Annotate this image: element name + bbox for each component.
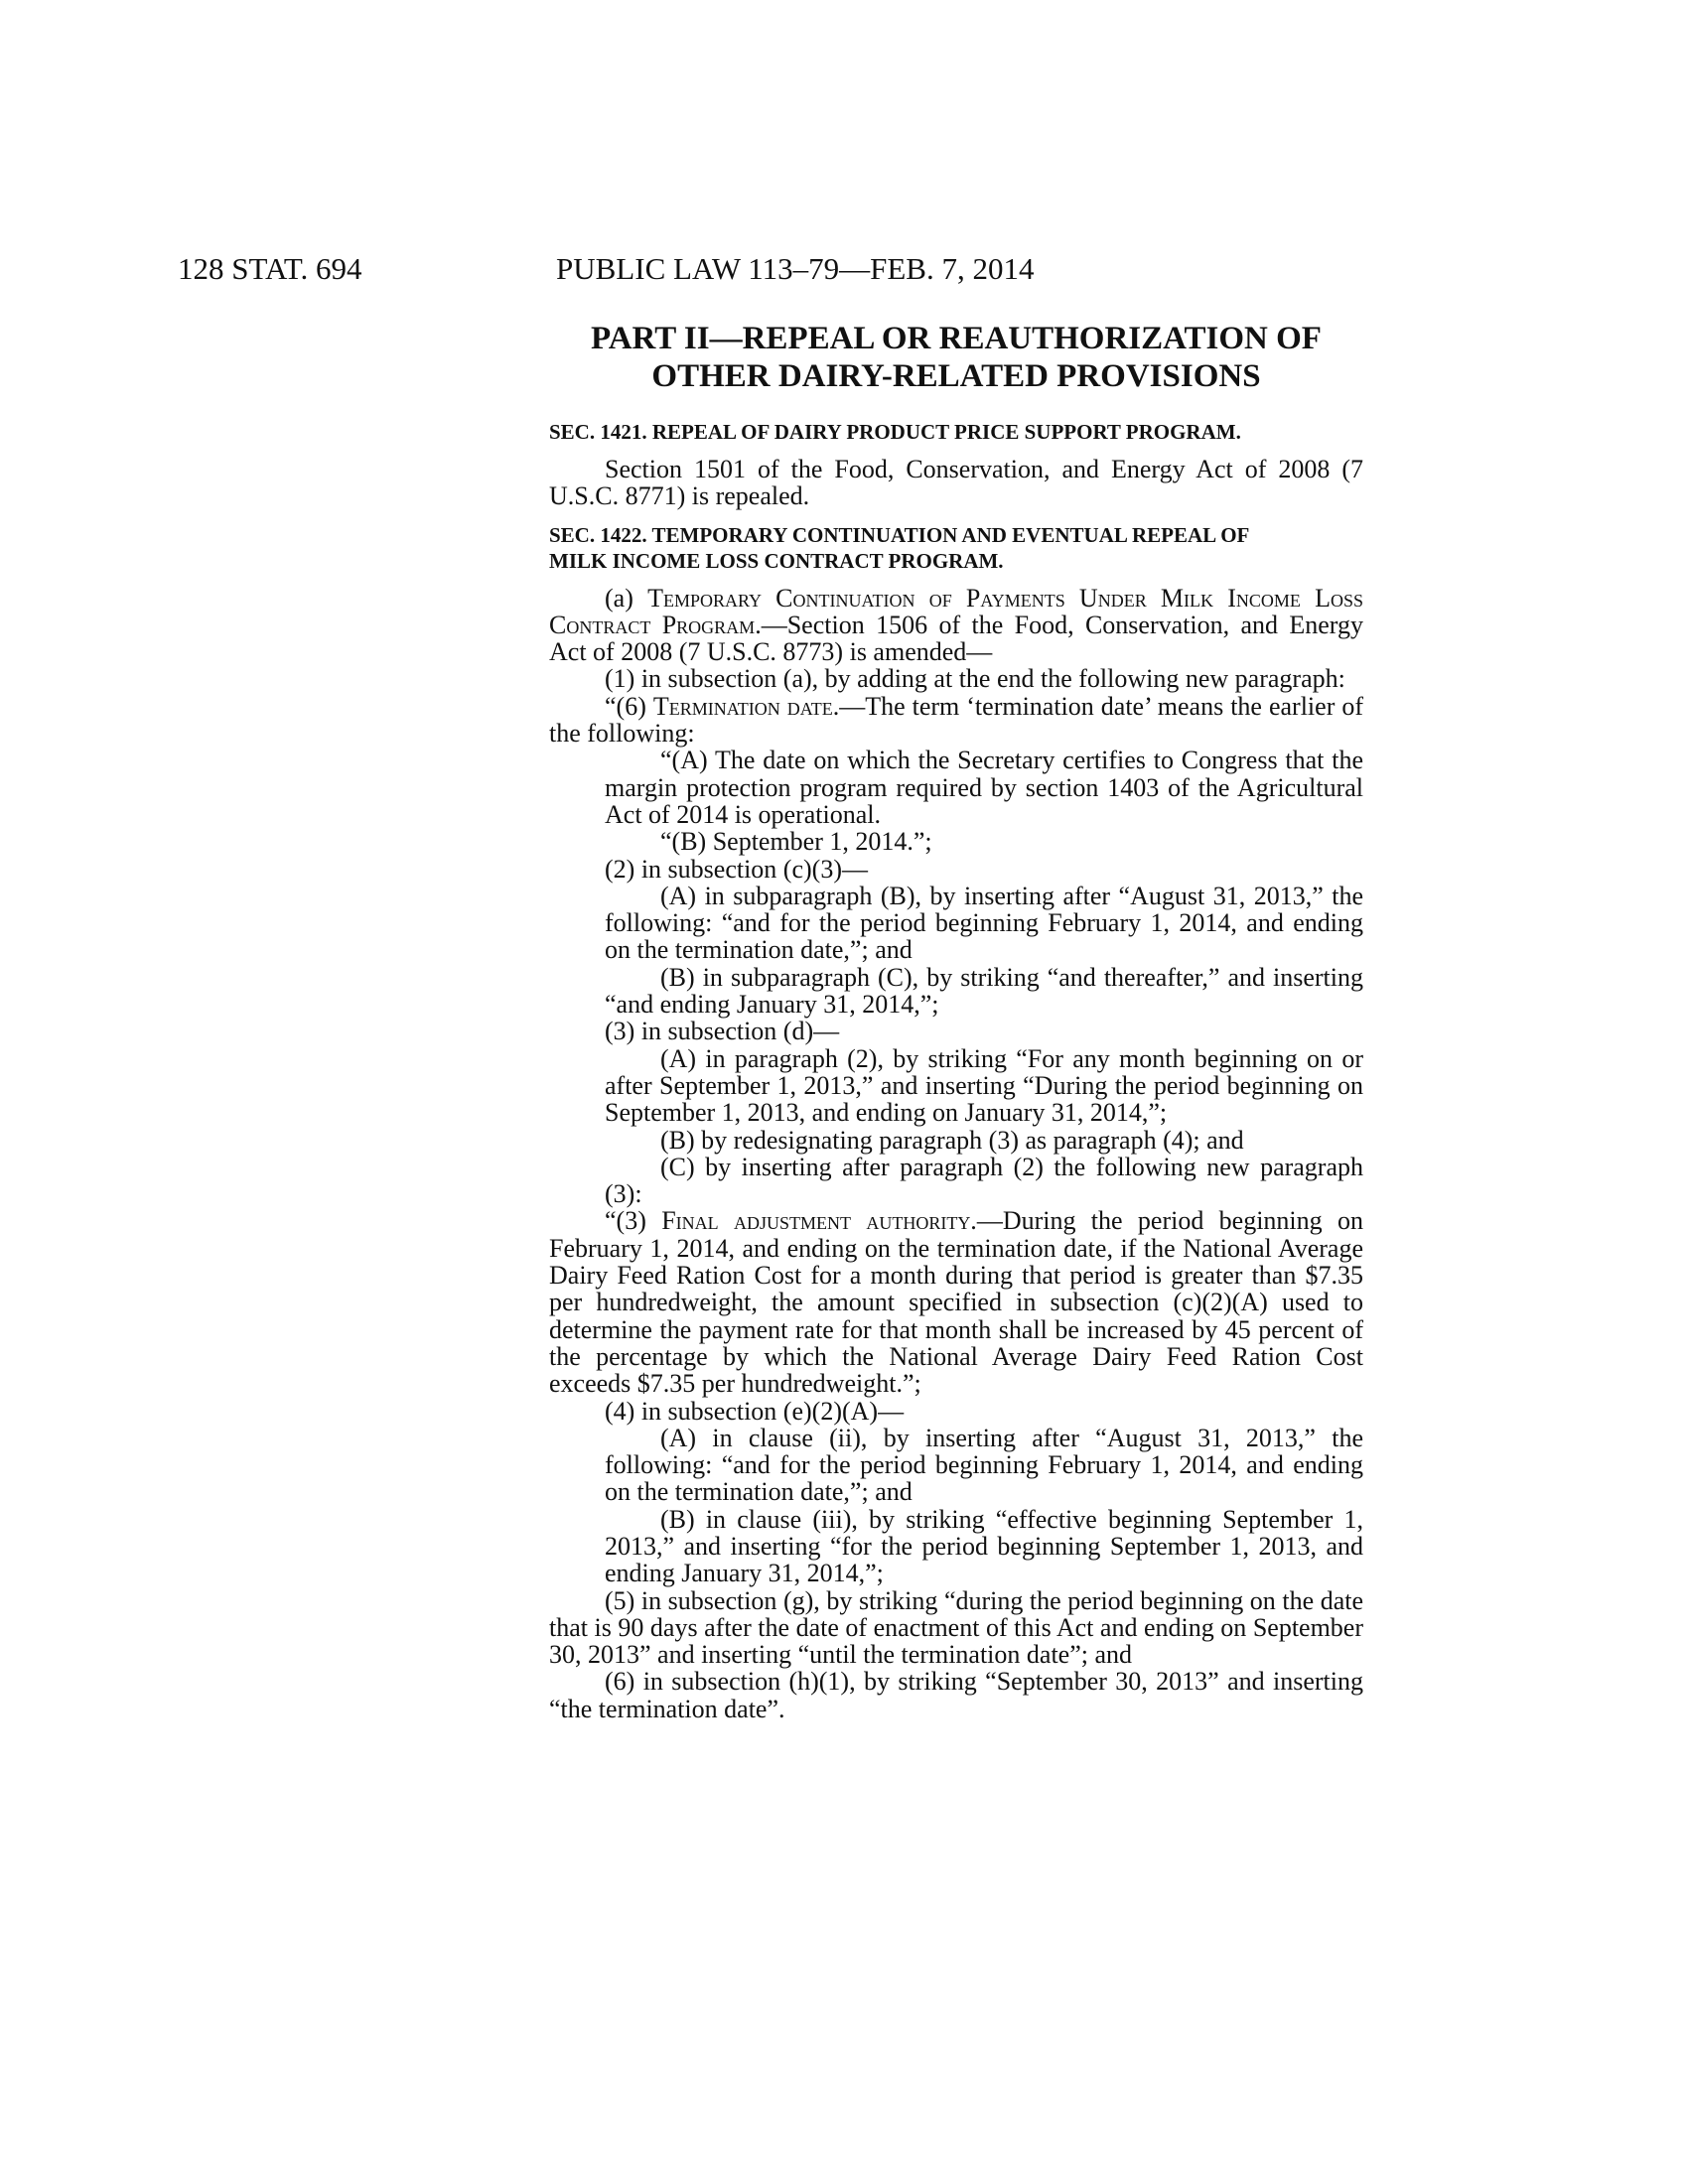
paragraph-3-A: (A) in paragraph (2), by striking “For any month beginning on or after September 1, 2013,” and inserting “During the period beginning on September 1, 2013, and ending on January 31, 2014,”;	[605, 1043, 1363, 1128]
document-body	[549, 320, 1363, 1722]
inserted-paragraph-6-label: “(6)	[605, 691, 653, 721]
part-title-line-1: PART II—REPEAL OR REAUTHORIZATION OF	[591, 321, 1322, 356]
section-1422-title-line-2: MILK INCOME LOSS CONTRACT PROGRAM.	[549, 548, 1004, 573]
part-title-line-2: OTHER DAIRY-RELATED PROVISIONS	[651, 358, 1261, 394]
inserted-subparagraph-B: “(B) September 1, 2014.”;	[660, 827, 932, 857]
section-1422-title-line-1: TEMPORARY CONTINUATION AND EVENTUAL REPEAL OF	[651, 522, 1250, 547]
section-1422-number: SEC. 1422.	[549, 522, 647, 547]
subsection-a	[549, 585, 1363, 666]
section-1421-heading: SEC. 1421. REPEAL OF DAIRY PRODUCT PRICE SUPPORT PROGRAM.	[549, 420, 1241, 444]
inserted-paragraph-6-text: —The term ‘termination date’ means the earlier of the following:	[549, 691, 1363, 749]
subsection-a-text: —Section 1506 of the Food, Conservation, and Energy Act of 2008 (7 U.S.C. 8773) is amended—	[549, 610, 1363, 667]
paragraph-6: (6) in subsection (h)(1), by striking “September 30, 2013” and inserting “the termination date”.	[549, 1667, 1363, 1723]
section-1422-heading	[549, 522, 1363, 574]
paragraph-3-C: (C) by inserting after paragraph (2) the following new paragraph (3):	[605, 1152, 1363, 1209]
paragraph-2-A: (A) in subparagraph (B), by inserting after “August 31, 2013,” the following: “and for the period beginning February 1, 2014, and ending on the termination date,”; and	[605, 881, 1363, 965]
inserted-paragraph-3-label: “(3)	[605, 1206, 662, 1236]
section-1421-text: Section 1501 of the Food, Conservation, and Energy Act of 2008 (7 U.S.C. 8771) is repealed.	[549, 455, 1363, 511]
inserted-subparagraph-A: “(A) The date on which the Secretary certifies to Congress that the margin protection program required by section 1403 of the Agricultural Act of 2014 is operational.	[605, 746, 1363, 829]
inserted-paragraph-6-caption: Termination date.	[652, 691, 840, 721]
paragraph-5: (5) in subsection (g), by striking “during the period beginning on the date that is 90 days after the date of enactment of this Act and ending on September 30, 2013” and inserting “until the termination date”; and	[549, 1585, 1363, 1670]
paragraph-4: (4) in subsection (e)(2)(A)—	[605, 1396, 905, 1426]
inserted-paragraph-3	[549, 1207, 1363, 1397]
inserted-paragraph-3-text: —During the period beginning on February 1, 2014, and ending on the termination date, if the National Average Dairy Feed Ration Cost for a month during that period is greater than $7.35 per hundredweight, the amount specified in subsection (c)(2)(A) used to determine the payment rate for that month shall be increased by 45 percent of the percentage by which the National Average Dairy Feed Ration Cost exceeds $7.35 per hundredweight.”;	[549, 1206, 1363, 1399]
paragraph-2-B: (B) in subparagraph (C), by striking “and thereafter,” and inserting “and ending January 31, 2014,”;	[605, 962, 1363, 1020]
public-law-header: PUBLIC LAW 113–79—FEB. 7, 2014	[556, 251, 1035, 286]
subsection-a-caption: Temporary Continuation of Payments Under Milk Income Loss Contract Program.	[549, 583, 1363, 639]
paragraph-3-B: (B) by redesignating paragraph (3) as paragraph (4); and	[660, 1125, 1244, 1155]
paragraph-2: (2) in subsection (c)(3)—	[605, 854, 868, 884]
part-title	[549, 320, 1363, 395]
subsection-a-label: (a)	[605, 583, 648, 613]
inserted-paragraph-6	[549, 693, 1363, 748]
statute-page-reference: 128 STAT. 694	[178, 251, 362, 286]
paragraph-1: (1) in subsection (a), by adding at the end the following new paragraph:	[605, 664, 1345, 694]
paragraph-3: (3) in subsection (d)—	[605, 1017, 840, 1046]
paragraph-4-A: (A) in clause (ii), by inserting after “August 31, 2013,” the following: “and for the period beginning February 1, 2014, and ending on the termination date,”; and	[605, 1423, 1363, 1507]
paragraph-4-B: (B) in clause (iii), by striking “effective beginning September 1, 2013,” and inserting “for the period beginning September 1, 2013, and ending January 31, 2014,”;	[605, 1504, 1363, 1588]
inserted-paragraph-3-caption: Final adjustment authority.	[661, 1206, 977, 1236]
